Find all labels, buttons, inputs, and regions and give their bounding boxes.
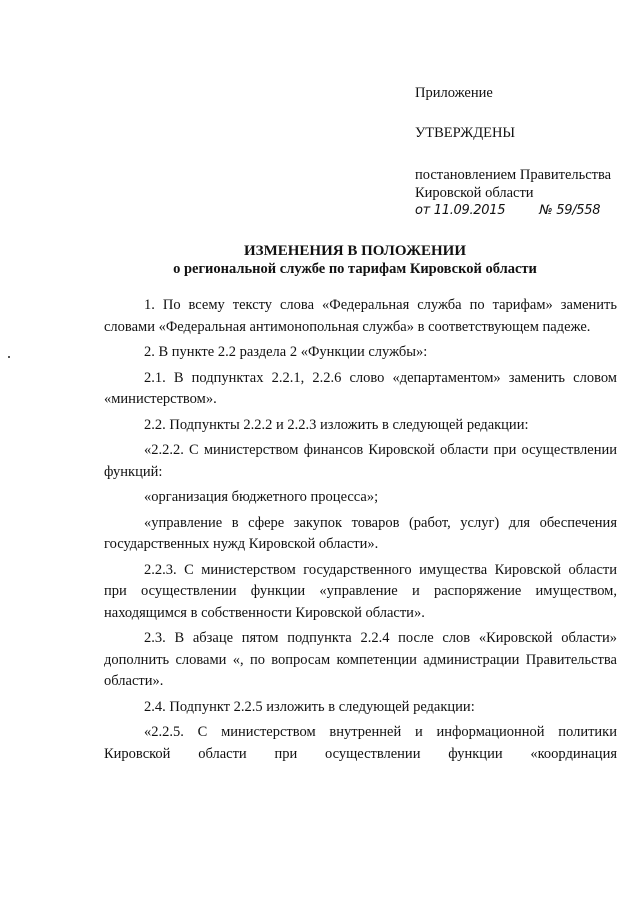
region-label: Кировской области [415,185,534,201]
paragraph: 2.3. В абзаце пятом подпункта 2.2.4 после слов «Кировской области» дополнить словами «, по вопросам компетенции администрации Правительства области». [104,630,617,689]
document-title: ИЗМЕНЕНИЯ В ПОЛОЖЕНИИ [244,243,466,259]
document-body [104,295,617,769]
paragraph: «2.2.5. С министерством внутренней и информационной политики Кировской области при осуществлении функции «координация [104,724,617,762]
paragraph: 2.4. Подпункт 2.2.5 изложить в следующей редакции: [144,698,475,715]
approval-block [415,84,635,220]
resolution-date: от 11.09.2015 [415,203,506,218]
paragraph: «2.2.2. С министерством финансов Кировской области при осуществлении функций: [104,442,617,480]
paragraph: 2.2.3. С министерством государственного имущества Кировской области при осуществлении функции «управление и распоряжение имуществом, находящимся в собственности Кировской области». [104,561,617,621]
paragraph: 2.1. В подпунктах 2.2.1, 2.2.6 слово «департаментом» заменить словом «министерством». [104,369,617,407]
document-subtitle: о региональной службе по тарифам Кировской области [173,261,537,277]
paragraph: 2. В пункте 2.2 раздела 2 «Функции службы»: [144,344,428,360]
scan-mark [8,356,10,358]
approved-label: УТВЕРЖДЕНЫ [415,125,516,141]
resolution-label: постановлением Правительства [415,167,612,183]
resolution-date-number [415,202,635,220]
paragraph: 2.2. Подпункты 2.2.2 и 2.2.3 изложить в следующей редакции: [144,416,529,433]
resolution-number: № 59/558 [539,203,601,218]
paragraph: «управление в сфере закупок товаров (работ, услуг) для обеспечения государственных нужд Кировской области». [104,514,617,552]
appendix-label: Приложение [415,85,493,101]
paragraph: 1. По всему тексту слова «Федеральная служба по тарифам» заменить словами «Федеральная антимонопольная служба» в соответствующем падеже. [104,297,617,335]
paragraph: «организация бюджетного процесса»; [144,489,379,505]
